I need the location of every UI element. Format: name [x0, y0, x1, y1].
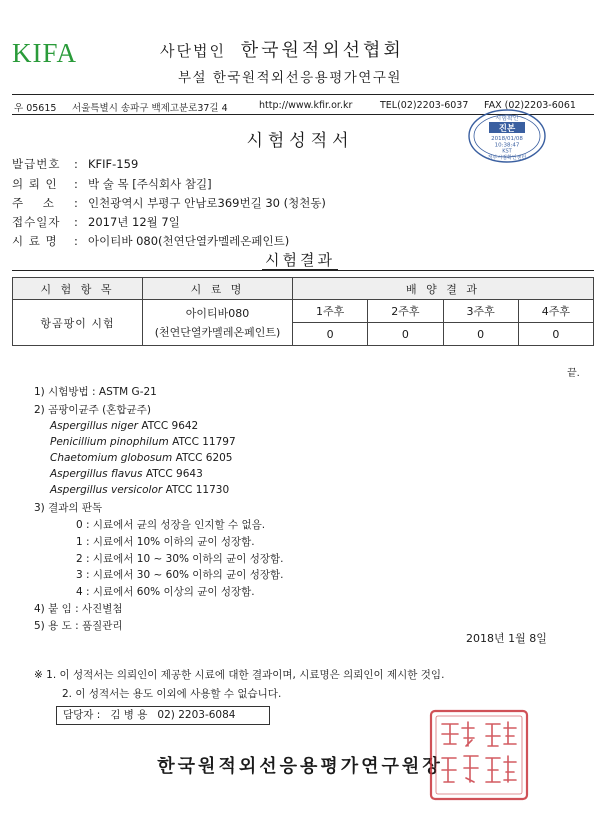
strain-item — [50, 452, 232, 464]
field-value: 2017년 12월 7일 — [88, 215, 180, 229]
disclaimer-line-1: ※ 1. 이 성적서는 의뢰인이 제공한 시료에 대한 결과이며, 시료명은 의뢰인이 제시한 것임. — [34, 669, 445, 681]
tel: TEL(02)2203-6037 — [380, 100, 469, 111]
header-culture-result: 배 양 결 과 — [293, 278, 594, 300]
address: 서울특별시 송파구 백제고분로37길 4 — [72, 103, 228, 114]
org-title — [160, 36, 404, 62]
field-issue-number — [12, 156, 138, 172]
field-label: 주 소 — [12, 196, 55, 210]
week-3-header: 3주후 — [443, 300, 518, 323]
sample-name-line1: 아이티바080 — [185, 307, 250, 320]
strain-atcc: ATCC 9642 — [141, 420, 199, 432]
week-3-value: 0 — [443, 323, 518, 346]
contact-person-box: 담당자 : 김 병 용 02) 2203-6084 — [56, 706, 270, 725]
postcode: 우 05615 — [14, 103, 57, 114]
field-address — [12, 195, 326, 211]
stamp-top-text: 시험확인 — [495, 115, 519, 122]
stamp-bottom-text: 정부시점확인센터 — [487, 155, 527, 161]
strain-atcc: ATCC 11797 — [172, 436, 236, 448]
note-usage: 5) 용 도 : 품질관리 — [34, 620, 123, 632]
org-subtitle: 부설 한국원적외선응용평가연구원 — [178, 70, 402, 86]
table-header-row — [13, 278, 594, 300]
week-1-value: 0 — [293, 323, 368, 346]
week-2-value: 0 — [368, 323, 443, 346]
header-divider — [12, 94, 594, 95]
field-value: KFIF-159 — [88, 157, 139, 171]
results-title-text: 시험결과 — [262, 251, 338, 270]
field-sep: : — [74, 234, 78, 248]
official-seal-icon — [428, 708, 530, 802]
judgement-item: 4 : 시료에서 60% 이상의 균이 성장함. — [76, 586, 255, 598]
strain-item — [50, 420, 198, 432]
note-attachment: 4) 붙 임 : 사진별첨 — [34, 603, 123, 615]
field-value: 박 술 목 [주식회사 참길] — [88, 177, 212, 191]
field-sample-name — [12, 233, 289, 249]
judgement-item: 2 : 시료에서 10 ~ 30% 이하의 균이 성장함. — [76, 553, 284, 565]
cell-sample-name — [143, 300, 293, 346]
disclaimer-line-2: 2. 이 성적서는 용도 이외에 사용할 수 없습니다. — [62, 688, 282, 700]
stamp-date: 2018/01/08 — [491, 136, 523, 142]
field-label: 시 료 명 — [12, 234, 58, 248]
stamp-time: 10:38:47 — [494, 142, 520, 149]
week-2-header: 2주후 — [368, 300, 443, 323]
header-test-item: 시 험 항 목 — [13, 278, 143, 300]
week-4-header: 4주후 — [518, 300, 593, 323]
note-strains-heading: 2) 곰팡이균주 (혼합균주) — [34, 404, 151, 416]
strain-item — [50, 436, 236, 448]
org-name: 한국원적외선협회 — [240, 40, 404, 61]
field-value: 아이티바 080(천연단열카멜레온페인트) — [88, 234, 290, 248]
judgement-item: 3 : 시료에서 30 ~ 60% 이하의 균이 성장함. — [76, 569, 284, 581]
field-sep: : — [74, 157, 78, 171]
strain-atcc: ATCC 6205 — [175, 452, 233, 464]
table-row-weeks — [13, 300, 594, 323]
fax: FAX (02)2203-6061 — [484, 100, 576, 111]
table-end-mark: 끝. — [567, 368, 580, 379]
strain-item — [50, 468, 203, 480]
field-sep: : — [74, 215, 78, 229]
header-sample-name: 시 료 명 — [143, 278, 293, 300]
cell-test-item: 항곰팡이 시험 — [13, 300, 143, 346]
week-1-header: 1주후 — [293, 300, 368, 323]
week-4-value: 0 — [518, 323, 593, 346]
field-client — [12, 176, 212, 192]
field-received-date — [12, 214, 180, 230]
field-sep: : — [74, 196, 78, 210]
strain-name: Penicillium pinophilum — [50, 436, 169, 448]
strain-name: Chaetomium globosum — [50, 452, 173, 464]
results-divider — [12, 270, 594, 271]
note-method: 1) 시험방법 : ASTM G-21 — [34, 386, 157, 398]
judgement-item: 0 : 시료에서 균의 성장을 인지할 수 없음. — [76, 519, 266, 531]
note-judgement-heading: 3) 결과의 판독 — [34, 502, 103, 514]
judgement-item: 1 : 시료에서 10% 이하의 균이 성장함. — [76, 536, 255, 548]
results-table — [12, 277, 594, 346]
strain-name: Aspergillus niger — [50, 420, 138, 432]
strain-name: Aspergillus flavus — [50, 468, 143, 480]
stamp-code: KST — [502, 148, 512, 155]
stamp-label: 진본 — [498, 124, 516, 134]
field-sep: : — [74, 177, 78, 191]
field-label: 발급번호 — [12, 157, 61, 171]
document-title: 시험성적서 — [246, 131, 354, 151]
field-label: 접수일자 — [12, 215, 61, 229]
strain-atcc: ATCC 9643 — [145, 468, 203, 480]
issue-date: 2018년 1월 8일 — [466, 632, 547, 645]
kifa-logo: KIFA — [12, 38, 78, 68]
org-prefix: 사단법인 — [160, 42, 226, 60]
strain-item — [50, 484, 229, 496]
website: http://www.kfir.or.kr — [259, 100, 353, 111]
issuer-name: 한국원적외선응용평가연구원장 — [157, 756, 443, 777]
field-label: 의 뢰 인 — [12, 177, 58, 191]
field-value: 인천광역시 부평구 안남로369번길 30 (청천동) — [88, 196, 326, 210]
strain-atcc: ATCC 11730 — [165, 484, 230, 496]
sample-name-line2: (천연단열카멜레온페인트) — [154, 326, 281, 339]
results-title — [0, 249, 600, 270]
strain-name: Aspergillus versicolor — [50, 484, 163, 496]
